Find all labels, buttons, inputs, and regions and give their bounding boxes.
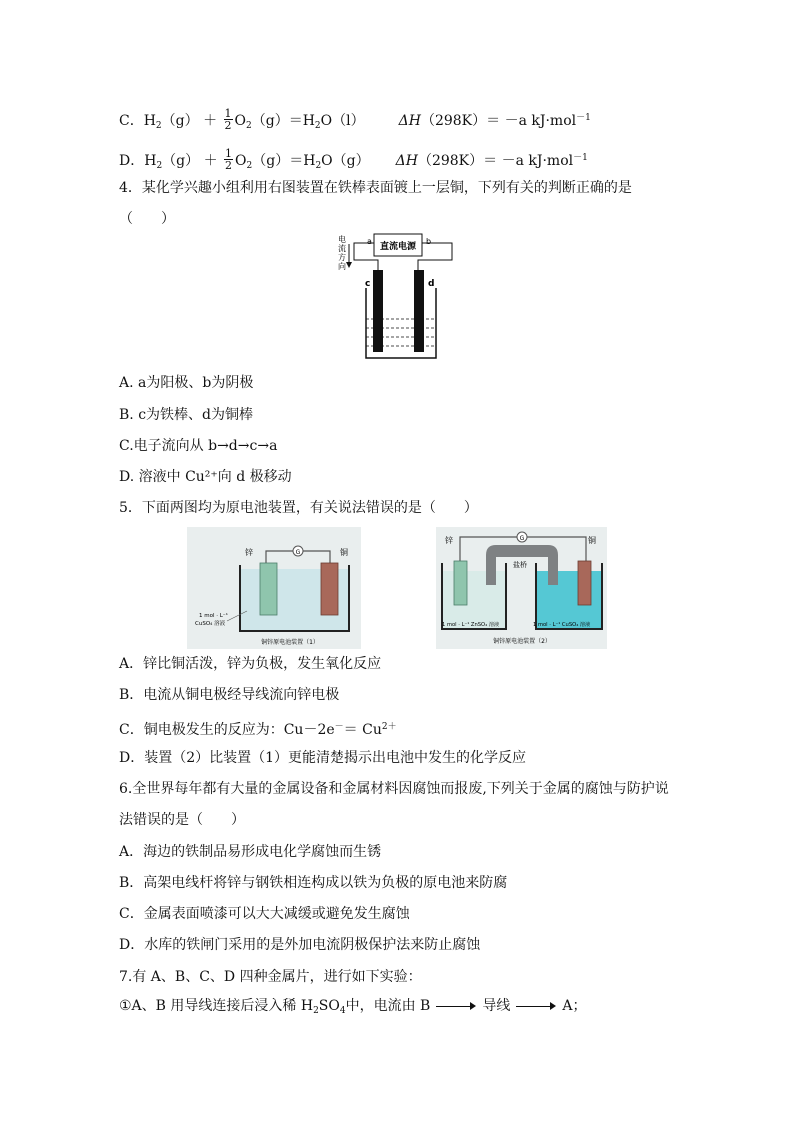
q4-option-d: D. 溶液中 Cu²⁺向 d 极移动 (119, 469, 292, 485)
electrode-c-label: c (365, 279, 371, 289)
current-direction-char: 方 (338, 253, 346, 262)
current-direction-char: 流 (338, 244, 346, 253)
solution-label-1: CuSO₄ 溶液 (195, 621, 226, 627)
galvanometer-label: G (519, 535, 525, 542)
zinc-label-2: 锌 (445, 536, 453, 545)
galvanometer-label: G (295, 549, 301, 556)
cuso4-solution-2 (536, 571, 602, 629)
zinc-electrode-1 (260, 563, 277, 615)
electrode-d (414, 270, 424, 352)
terminal-a-label: a (367, 237, 372, 246)
figure-1-caption: 铜锌原电池装置（1） (261, 639, 319, 646)
q5-option-d: D．装置（2）比装置（1）更能清楚揭示出电池中发生的化学反应 (119, 750, 527, 766)
current-direction-char: 电 (338, 235, 346, 244)
electrode-d-label: d (428, 279, 435, 289)
q7-stem: 7.有 A、B、C、D 四种金属片，进行如下实验： (119, 969, 422, 985)
q6-option-c: C．金属表面喷漆可以大大减缓或避免发生腐蚀 (119, 906, 410, 922)
q6-option-d: D．水库的铁闸门采用的是外加电流阴极保护法来防止腐蚀 (119, 937, 481, 953)
current-arrow-head-icon (346, 262, 352, 268)
fraction: $\frac{1}{2}$ (225, 146, 233, 172)
q4-option-c: C.电子流向从 b→d→c→a (119, 438, 278, 454)
cuso4-label-2: 1 mol · L⁻¹ CuSO₄ 溶液 (533, 622, 591, 628)
q6-option-a: A．海边的铁制品易形成电化学腐蚀而生锈 (119, 844, 382, 860)
galvanic-cell-figure-2 (436, 527, 607, 649)
q6-stem-cont: 法错误的是（ ） (119, 812, 245, 828)
q7-item-1: ①A、B 用导线连接后浸入稀 $H_2SO_4$中，电流由 B 导线 A； (119, 998, 587, 1016)
copper-label-1: 铜 (340, 548, 348, 557)
zinc-electrode-2 (454, 561, 467, 605)
salt-bridge-label: 盐桥 (513, 561, 527, 569)
power-source-label: 直流电源 (379, 242, 417, 252)
copper-electrode-1 (321, 563, 338, 615)
solution-label-1: 1 mol · L⁻¹ (199, 613, 228, 619)
electrode-c (373, 270, 383, 352)
current-direction-char: 向 (338, 262, 346, 271)
q3-option-c: C．$H_2(g)$ ＋ $\frac{1}{2}$ $O_2(g)=H_2O(l)$ ΔH（298K）＝ －a kJ·mol$^{-1}$ (119, 106, 591, 132)
q6-stem: 6.全世界每年都有大量的金属设备和金属材料因腐蚀而报废,下列关于金属的腐蚀与防护说 (119, 781, 669, 797)
fraction: $\frac{1}{2}$ (224, 106, 232, 132)
q5-option-b: B．电流从铜电极经导线流向锌电极 (119, 687, 340, 703)
q4-option-b: B. c为铁棒、d为铜棒 (119, 407, 253, 423)
terminal-b-label: b (426, 237, 432, 246)
q4-answer-blank: （ ） (119, 211, 175, 227)
copper-label-2: 铜 (588, 536, 596, 545)
q5-stem: 5．下面两图均为原电池装置，有关说法错误的是（ ） (119, 500, 478, 516)
electroplating-diagram (336, 230, 462, 362)
znso4-label: 1 mol · L⁻¹ ZnSO₄ 溶液 (442, 622, 500, 628)
zinc-label-1: 锌 (245, 548, 253, 557)
q5-option-c: C．铜电极发生的反应为：$Cu-2e^-= Cu^{2+}$ (119, 722, 397, 738)
q4-stem: 4．某化学兴趣小组利用右图装置在铁棒表面镀上一层铜，下列有关的判断正确的是 (119, 180, 632, 196)
znso4-solution (442, 571, 506, 629)
arrow-right-icon (516, 1001, 556, 1011)
q5-option-a: A．锌比铜活泼，锌为负极，发生氧化反应 (119, 656, 382, 672)
arrow-right-icon (436, 1001, 476, 1011)
q3-option-d: D．$H_2(g)$ ＋ $\frac{1}{2}$ $O_2(g)=H_2O(g)$ ΔH（298K）＝ －a kJ·mol$^{-1}$ (119, 146, 588, 172)
galvanic-cell-figure-1 (187, 527, 361, 649)
copper-electrode-2 (578, 561, 591, 605)
q6-option-b: B．高架电线杆将锌与钢铁相连构成以铁为负极的原电池来防腐 (119, 875, 508, 891)
wire-right (418, 243, 452, 270)
q4-option-a: A. a为阳极、b为阴极 (119, 375, 254, 391)
figure-2-caption: 铜锌原电池装置（2） (493, 638, 551, 645)
